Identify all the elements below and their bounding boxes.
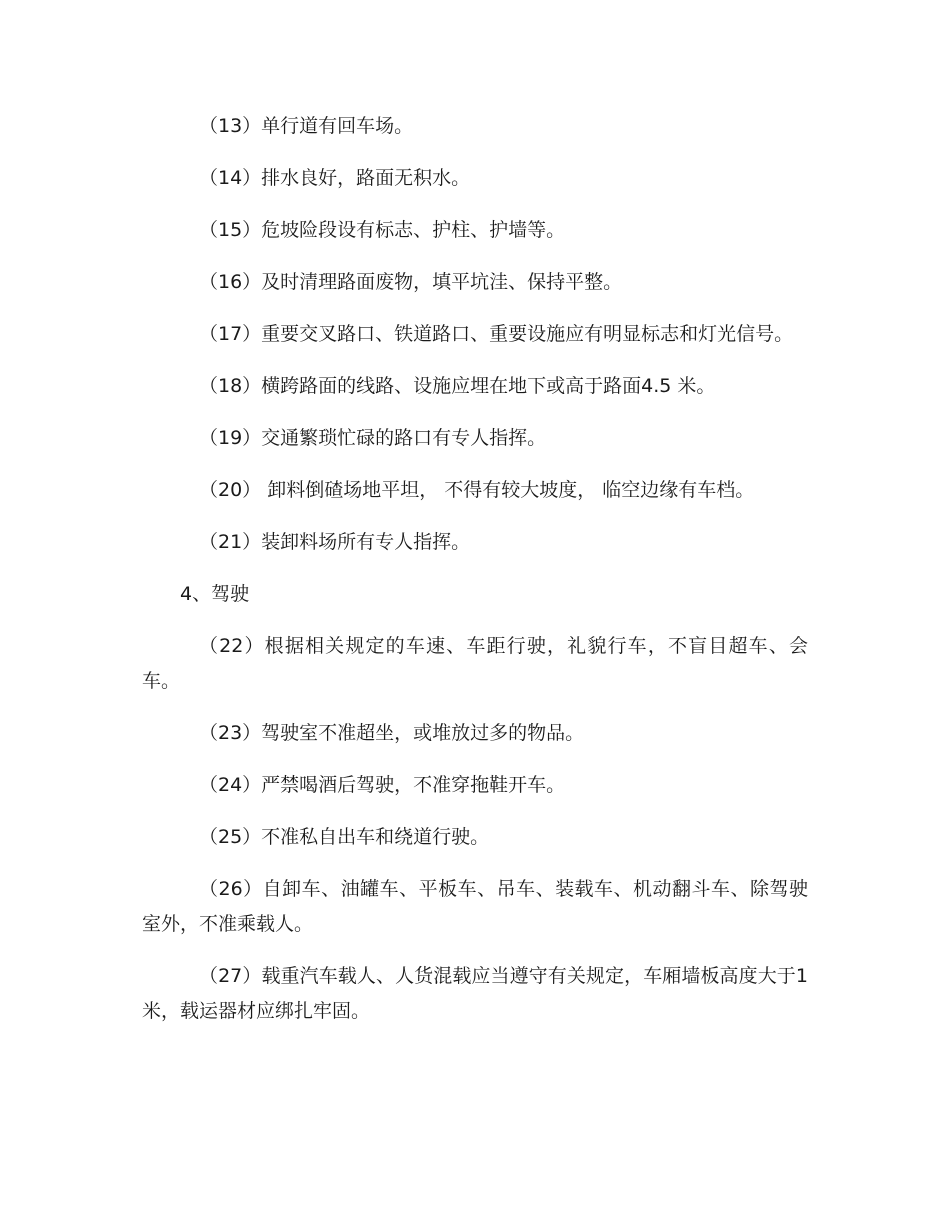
paragraph-item-22: （22）根据相关规定的车速、车距行驶，礼貌行车，不盲目超车、会 车。 bbox=[142, 635, 815, 692]
paragraph-item-20: （20） 卸料倒碴场地平坦， 不得有较大坡度， 临空边缘有车档。 bbox=[199, 479, 755, 501]
paragraph-item-15: （15）危坡险段设有标志、护柱、护墙等。 bbox=[199, 219, 566, 241]
paragraph-item-27: （27）载重汽车载人、人货混载应当遵守有关规定，车厢墙板高度大于1 米，载运器材应绑扎牢固。 bbox=[142, 965, 815, 1022]
paragraph-item-14: （14）排水良好，路面无积水。 bbox=[199, 167, 471, 189]
paragraph-item-19: （19）交通繁琐忙碌的路口有专人指挥。 bbox=[199, 427, 547, 449]
paragraph-item-21: （21）装卸料场所有专人指挥。 bbox=[199, 531, 471, 553]
paragraph-item-25: （25）不准私自出车和绕道行驶。 bbox=[199, 826, 490, 848]
paragraph-item-16: （16）及时清理路面废物，填平坑洼、保持平整。 bbox=[199, 271, 623, 293]
section-heading-driving: 4、驾驶 bbox=[180, 583, 250, 605]
paragraph-item-17: （17）重要交叉路口、铁道路口、重要设施应有明显标志和灯光信号。 bbox=[199, 323, 794, 345]
paragraph-item-23: （23）驾驶室不准超坐，或堆放过多的物品。 bbox=[199, 722, 585, 744]
paragraph-item-18: （18）横跨路面的线路、设施应埋在地下或高于路面4.5 米。 bbox=[199, 375, 716, 397]
paragraph-item-26: （26）自卸车、油罐车、平板车、吊车、装载车、机动翻斗车、除驾驶室外，不准乘载人。 bbox=[142, 878, 808, 935]
paragraph-item-24: （24）严禁喝酒后驾驶，不准穿拖鞋开车。 bbox=[199, 774, 566, 796]
paragraph-item-13: （13）单行道有回车场。 bbox=[199, 115, 414, 137]
document-body bbox=[142, 109, 815, 1046]
